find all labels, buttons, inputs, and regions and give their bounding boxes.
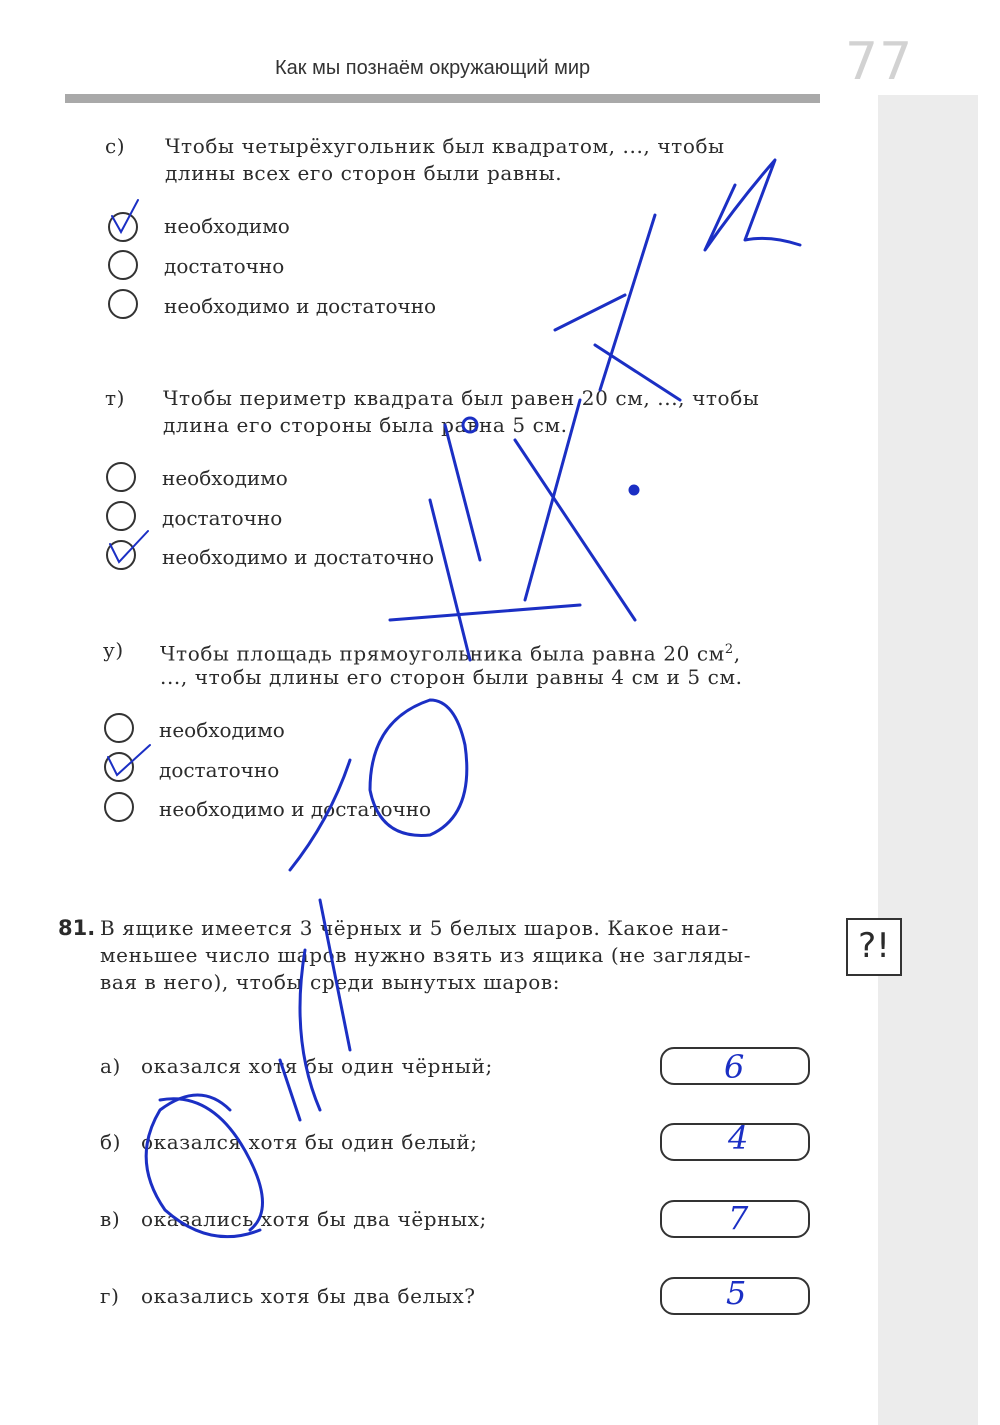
handwritten-answer: 4 (728, 1119, 749, 1157)
check-mark (108, 745, 150, 775)
option-label: необходимо (164, 214, 290, 238)
handwritten-answer: 5 (726, 1274, 747, 1312)
check-mark (112, 200, 138, 232)
option-label: необходимо и достаточно (162, 545, 435, 569)
question-u-line2: ..., чтобы длины его сторон были равны 4 см и 5 см. (160, 665, 743, 689)
question-c-line2: длины всех его сторон были равны. (165, 161, 563, 185)
puzzle-icon: ?! (846, 918, 902, 976)
item-letter: в) (100, 1207, 121, 1231)
page-number: 77 (845, 32, 914, 92)
handwritten-answer: 6 (724, 1048, 745, 1086)
item-text: оказался хотя бы один чёрный; (141, 1054, 493, 1078)
option-label: необходимо (162, 466, 288, 490)
item-letter: а) (100, 1054, 121, 1078)
item-letter: б) (100, 1130, 122, 1154)
question-t-line2: длина его стороны была равна 5 см. (163, 413, 568, 437)
option-label: достаточно (162, 506, 283, 530)
question-t-letter: т) (105, 386, 126, 410)
task-text-line: В ящике имеется 3 чёрных и 5 белых шаров. Какое наи- (100, 916, 729, 940)
question-c-line1: Чтобы четырёхугольник был квадратом, ..., чтобы (165, 134, 725, 158)
task-text-line: меньшее число шаров нужно взять из ящика (не загляды- (100, 943, 752, 967)
option-label: достаточно (164, 254, 285, 278)
check-mark (110, 531, 148, 562)
question-u-letter: у) (103, 638, 124, 662)
option-label: необходимо и достаточно (159, 797, 432, 821)
item-text: оказались хотя бы два белых? (141, 1284, 476, 1308)
question-t-line1: Чтобы периметр квадрата был равен 20 см, ..., чтобы (163, 386, 760, 410)
page-header-title: Как мы познаём окружающий мир (275, 57, 591, 79)
question-c-letter: с) (105, 134, 126, 158)
question-u-line1: Чтобы площадь прямоугольника была равна 20 $см^2$, (160, 641, 741, 666)
task-text-line: вая в него), чтобы среди вынутых шаров: (100, 970, 561, 994)
task-number: 81. (58, 916, 96, 940)
item-text: оказались хотя бы два чёрных; (141, 1207, 487, 1231)
option-label: необходимо и достаточно (164, 294, 437, 318)
option-label: достаточно (159, 758, 280, 782)
handwritten-answer: 7 (728, 1199, 749, 1237)
item-text: оказался хотя бы один белый; (141, 1130, 478, 1154)
watermark-scribble (146, 160, 800, 1237)
option-label: необходимо (159, 718, 285, 742)
item-letter: г) (100, 1284, 120, 1308)
